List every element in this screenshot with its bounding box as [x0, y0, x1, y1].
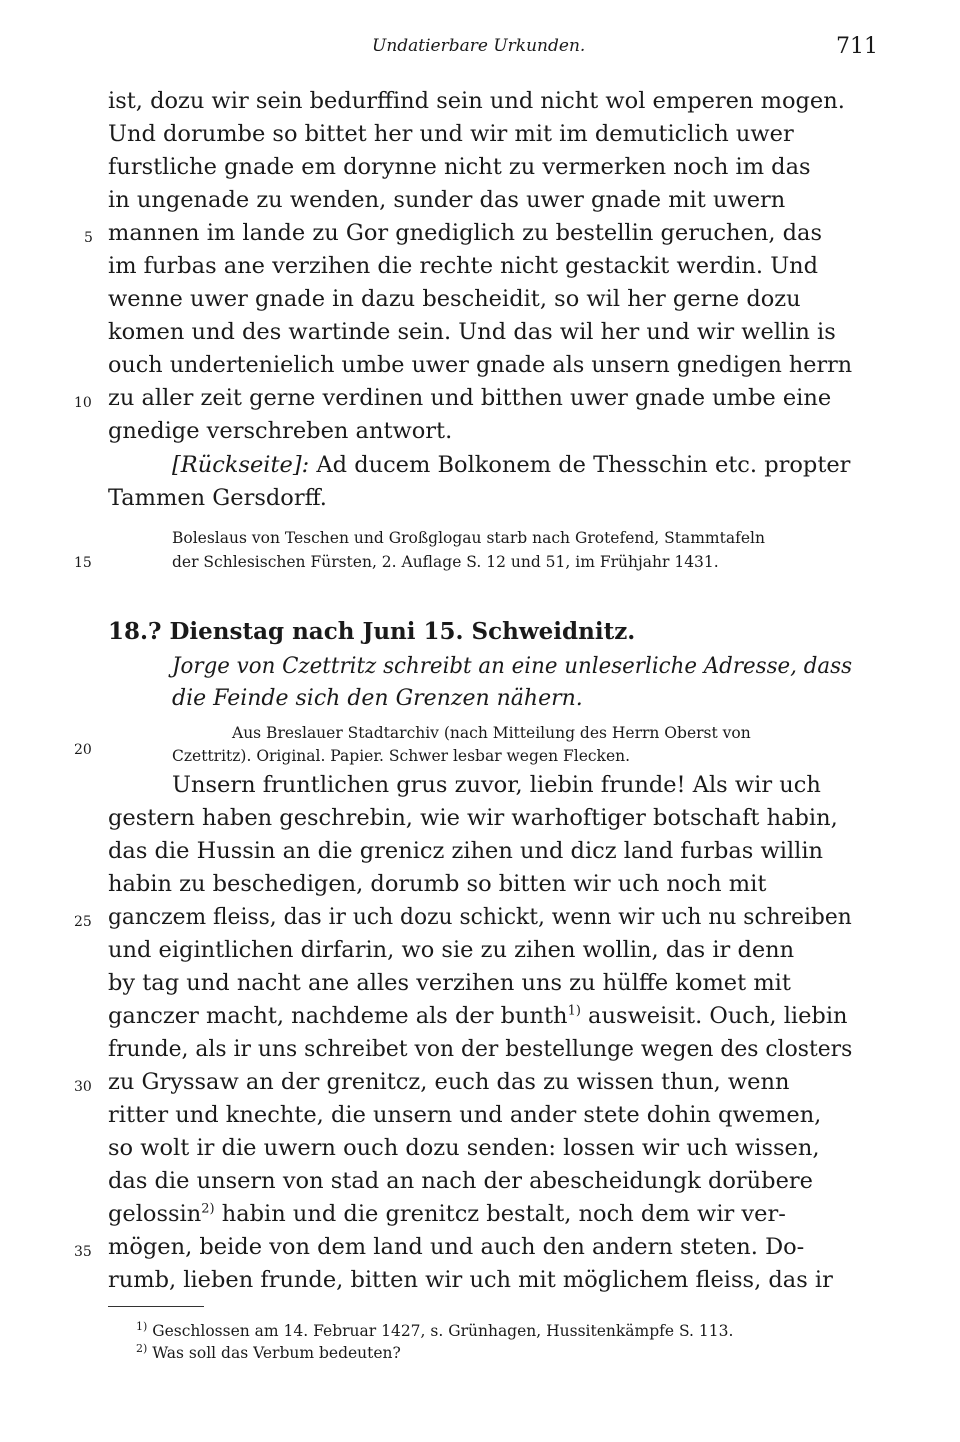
letter-line-text: habin und die grenitcz bestalt, noch dem wir ver-: [214, 1201, 786, 1227]
letter-line: so wolt ir die uwern ouch dozu senden: lossen wir uch wissen,: [108, 1135, 820, 1161]
letter-line-text: ganczer macht, nachdeme als der bunth: [108, 1003, 568, 1029]
letter-line: habin zu beschedigen, dorumb so bitten wir uch noch mit: [108, 871, 767, 897]
letter-line: by tag und nacht ane alles verzihen uns zu hülffe komet mit: [108, 970, 791, 996]
letter-line: gestern haben geschrebin, wie wir warhoftiger botschaft habin,: [108, 805, 838, 831]
line-number: 20: [74, 742, 92, 758]
letter-line: Unsern fruntlichen grus zuvor, liebin frunde! Als wir uch: [172, 772, 821, 798]
body-line: im furbas ane verzihen die rechte nicht gestackit werdin. Und: [108, 253, 819, 279]
body-line: mannen im lande zu Gor gnediglich zu bestellin geruchen, das: [108, 220, 823, 246]
dorsal-note: [172, 452, 850, 478]
document-number: 18.: [108, 618, 149, 645]
page-header: [0, 36, 960, 66]
letter-line: ritter und knechte, die unsern und ander stete dohin qwemen,: [108, 1102, 822, 1128]
footnote-divider: [108, 1306, 204, 1307]
note-line: der Schlesischen Fürsten, 2. Auflage S. 12 und 51, im Frühjahr 1431.: [172, 553, 719, 571]
body-line: zu aller zeit gerne verdinen und bitthen uwer gnade umbe eine: [108, 385, 832, 411]
dorsal-line-2: Tammen Gersdorff.: [108, 485, 327, 511]
footnote: [136, 1341, 401, 1362]
source-line: Czettritz). Original. Papier. Schwer lesbar wegen Flecken.: [172, 747, 631, 765]
footnote-mark: 2): [136, 1341, 148, 1355]
source-line: Aus Breslauer Stadtarchiv (nach Mitteilung des Herrn Oberst von: [232, 724, 751, 742]
line-number: 30: [74, 1079, 92, 1095]
letter-line: das die Hussin an die grenicz zihen und dicz land furbas willin: [108, 838, 824, 864]
body-line: komen und des wartinde sein. Und das wil her und wir wellin is: [108, 319, 836, 345]
regest-line: Jorge von Czettritz schreibt an eine unleserliche Adresse, dass: [172, 654, 853, 679]
letter-line: zu Gryssaw an der grenitcz, euch das zu wissen thun, wenn: [108, 1069, 790, 1095]
document-date-place: ? Dienstag nach Juni 15. Schweidnitz.: [148, 618, 636, 645]
letter-line: rumb, lieben frunde, bitten wir uch mit möglichem fleiss, das ir: [108, 1267, 833, 1293]
document-heading: [108, 618, 635, 645]
body-line: furstliche gnade em dorynne nicht zu vermerken noch im das: [108, 154, 811, 180]
footnote-text: Was soll das Verbum bedeuten?: [147, 1344, 401, 1362]
page-number: 711: [836, 34, 878, 59]
running-title: Undatierbare Urkunden.: [372, 36, 586, 56]
body-line: wenne uwer gnade in dazu bescheidit, so wil her gerne dozu: [108, 286, 801, 312]
letter-line: [108, 1003, 848, 1029]
regest-line: die Feinde sich den Grenzen nähern.: [172, 686, 583, 711]
line-number: 25: [74, 914, 92, 930]
footnote-text: Geschlossen am 14. Februar 1427, s. Grünhagen, Hussitenkämpfe S. 113.: [147, 1322, 734, 1340]
line-number: 15: [74, 555, 92, 571]
letter-line: das die unsern von stad an nach der abescheidungk dorübere: [108, 1168, 813, 1194]
footnote-ref: 1): [567, 1003, 581, 1019]
body-line: ist, dozu wir sein bedurffind sein und nicht wol emperen mogen.: [108, 88, 845, 114]
letter-line: frunde, als ir uns schreibet von der bestellunge wegen des closters: [108, 1036, 853, 1062]
dorsal-text: Ad ducem Bolkonem de Thesschin etc. propter: [309, 452, 851, 478]
letter-line: [108, 1201, 786, 1227]
body-line: in ungenade zu wenden, sunder das uwer gnade mit uwern: [108, 187, 786, 213]
footnote-ref: 2): [201, 1201, 215, 1217]
letter-line-text: ausweisit. Ouch, liebin: [580, 1003, 848, 1029]
line-number: 5: [84, 230, 93, 246]
letter-line: ganczem fleiss, das ir uch dozu schickt, wenn wir uch nu schreiben: [108, 904, 852, 930]
body-line: gnedige verschreben antwort.: [108, 418, 453, 444]
letter-line: mögen, beide von dem land und auch den andern steten. Do-: [108, 1234, 805, 1260]
letter-line-text: gelossin: [108, 1201, 202, 1227]
body-line: Und dorumbe so bittet her und wir mit im demuticlich uwer: [108, 121, 794, 147]
line-number: 35: [74, 1244, 92, 1260]
dorsal-label: [Rückseite]:: [172, 452, 310, 478]
footnote-mark: 1): [136, 1319, 148, 1333]
letter-line: und eigintlichen dirfarin, wo sie zu zihen wollin, das ir denn: [108, 937, 795, 963]
footnote: [136, 1319, 734, 1340]
line-number: 10: [74, 395, 92, 411]
body-line: ouch undertenielich umbe uwer gnade als unsern gnedigen herrn: [108, 352, 853, 378]
note-line: Boleslaus von Teschen und Großglogau starb nach Grotefend, Stammtafeln: [172, 529, 765, 547]
